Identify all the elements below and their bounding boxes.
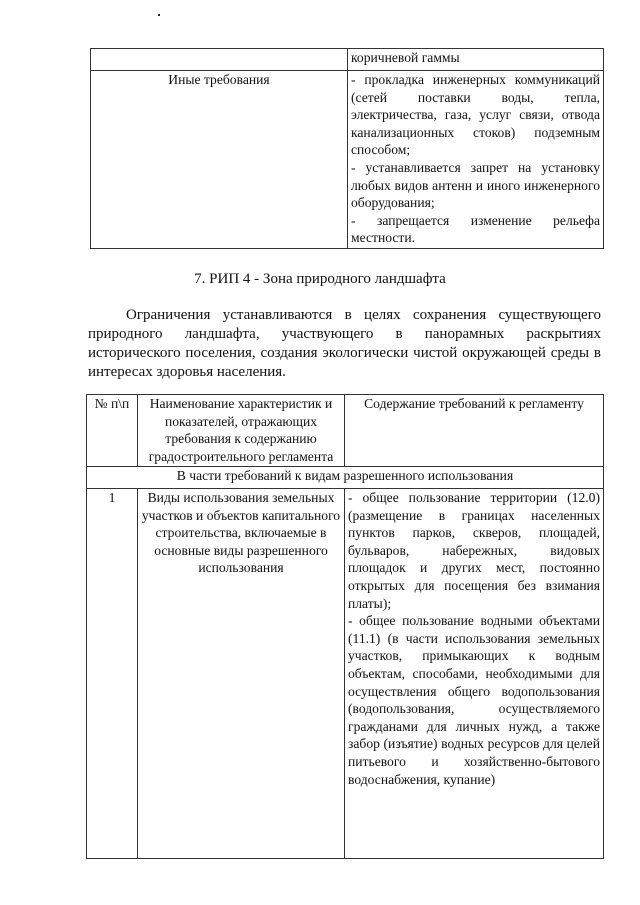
table-header-row [87,395,604,467]
requirement-item: - запрещается изменение рельефа местности. [351,212,600,246]
table-row [91,49,604,71]
requirement-item: - общее пользование территории (12.0) (размещение в границах населенных пунктов парков, скверов, площадей, бульваров, набережных, видовых площадок и других мест, постоянно открытых для посещения без взимания платы); [348,490,600,611]
table-row [87,489,604,859]
row-value-cell: коричневой гаммы [348,49,604,71]
row-value-cell [345,489,604,859]
row-value-cell [348,71,604,249]
scan-speck [158,14,160,16]
table-subheader-row [87,467,604,489]
row-num-cell: 1 [87,489,138,859]
header-value: Содержание требований к регламенту [345,395,604,467]
header-name: Наименование характеристик и показателей, отражающих требования к содержанию градостроительного регламента [138,395,345,467]
header-num: № п\п [87,395,138,467]
row-name-cell: Виды использования земельных участков и объектов капитального строительства, включаемые в основные виды разрешенного использования [138,489,345,859]
requirements-table-continued [90,48,604,249]
requirement-item: - общее пользование водными объектами (11.1) (в части использования земельных участков, примыкающих к водным объектам, способами, необходимыми для осуществления общего водопользования (водопользования, осуществляемого гражданами для личных нужд, а также забор (изъятие) водных ресурсов для целей питьевого и хозяйственно-бытового водоснабжения, купание) [348,613,600,787]
section-paragraph: Ограничения устанавливаются в целях сохранения существующего природного ландшафта, участвующего в панорамных раскрытиях исторического поселения, создания экологически чистой окружающей среды в интересах здоровья населения. [88,307,601,380]
row-name-cell: Иные требования [91,71,348,249]
requirement-item: - прокладка инженерных коммуникаций (сетей поставки воды, тепла, электричества, газа, услуг связи, отвода канализационных стоков) подземным способом; [351,72,600,158]
zone-regulation-table [86,394,604,859]
requirement-item: - устанавливается запрет на установку любых видов антенн и иного инженерного оборудования; [351,159,600,211]
subheader-cell: В части требований к видам разрешенного использования [87,467,604,489]
table-row [91,71,604,249]
section-heading: 7. РИП 4 - Зона природного ландшафта [194,271,446,287]
row-name-cell [91,49,348,71]
